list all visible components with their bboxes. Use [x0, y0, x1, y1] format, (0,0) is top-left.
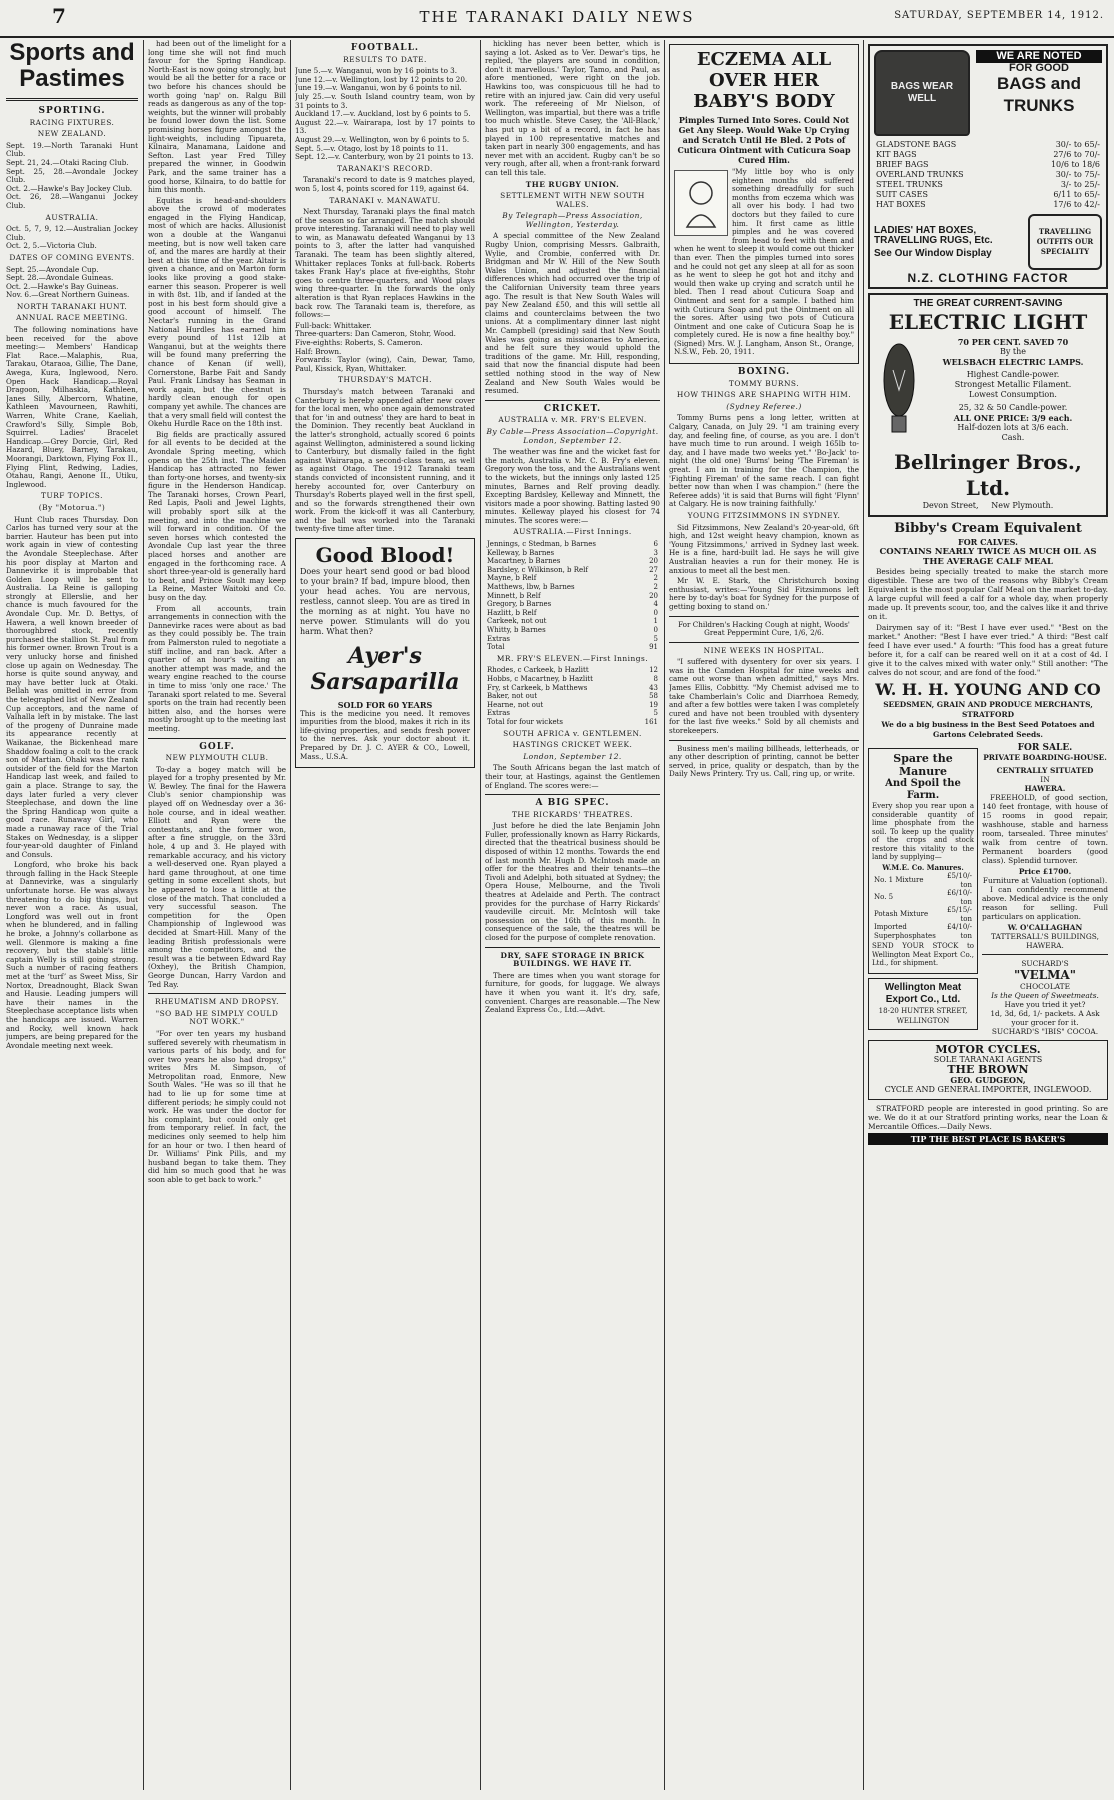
article-paragraph: To-day a bogey match will be played for a trophy presented by Mr. W. Bewley. The final for the Hawera Club's senior championship was played off on Wednesday over a 36-hole course, and in ideal weather. Elliott and Ryan were the contestants, and the former won, after a fine struggle, on the 33rd hole, 4 up and 3. He played with remarkable accuracy, and his victory a well-deserved one. Ryan played a hard game throughout, at one time getting in some excellent shots, but he appeared to lose a little at the close of the match. That concluded a very successful season. The competition for the Open Championship of Inglewood was decided at Smart-Hill. Many of the leading British professionals were among the competitors, and the result was a tie between Edward Ray (Oxhey), the British Champion, George Duncan, Harry Vardon and Ted Ray. [148, 764, 286, 989]
column-rule [664, 40, 665, 1790]
hunt-subheading: ANNUAL RACE MEETING. [16, 313, 128, 323]
rheumatism-subheading: "SO BAD HE SIMPLY COULD NOT WORK." [155, 1008, 279, 1027]
sale-location: IN [1040, 775, 1050, 784]
row-value: 20 [649, 557, 658, 566]
score-row [485, 675, 660, 684]
trunk-label: TRAVELLING OUTFITS OUR SPECIALITY [1036, 227, 1094, 256]
ad-heading: Spare the Manure [893, 752, 953, 778]
column-rule [863, 40, 864, 1790]
lamp-maker: WELSBACH ELECTRIC LAMPS. [942, 357, 1084, 367]
cricket-subheading: AUSTRALIA v. MR. FRY'S ELEVEN. [498, 415, 647, 425]
divider [485, 794, 660, 795]
row-value: 17/6 to 42/- [1053, 200, 1100, 209]
row-label: HAT BOXES [876, 200, 926, 209]
row-value: 43 [649, 683, 658, 692]
section-title: Sports and Pastimes [6, 40, 138, 101]
result-line: Auckland 17.—v. Auckland, lost by 6 points to 5. [295, 109, 471, 119]
team-line: Half: Brown. [295, 346, 342, 356]
record-heading: TARANAKI'S RECORD. [337, 163, 433, 173]
row-value: 20 [649, 591, 658, 600]
article-paragraph: Equitas is head-and-shoulders above the crowd of moderates engaged in the Flying Handicap, most of which are hacks. Allusionist won a double at the Wanganui meeting, but is now well taken care of, and the mares are hardly at their best at this time of the year. Altair is given a chance, and on Marton form looks like proving a good stake-earner this season. Properer is well in with 8st. 1lb, and if landed at the post in his best form should give a good account of himself. The Nectar's running in the Grand National Hurdles has earned him every pound of 11st 12lb at Wanganui, but at the weights there will be found many preferring the chance of Kenan (if well), Cornerstone, Barbe Fait and Sandy Paul. Frank Lindsay has Seaman in work again, but the chestnut is hardly clean enough for open company yet awhile. The chances are that a very small field will contest the Okehu Hurdle Race on the 18th inst. [148, 195, 286, 429]
ad-heading: BAGS and TRUNKS [996, 74, 1082, 115]
article-paragraph: Hunt Club races Thursday. Don Carlos has turned very sour at the barrier. Hauteur has been put into work again in view of contesting the Avondale Steeplechase. After his poor display at Marton and Dannevirke it is improbable that Golden Loop will be sent to Australia. La Reine is galloping strongly at Ellerslie, and her chance is much favoured for the Avondale Cup. Mr. D. Bettys, of Hawera, a well known breeder of thoroughbred stock, recently purchased the stallion St. Paul from his former owner. Brown Trout is a very unlucky horse and finished close up again on Wednesday. The horse is quite sound anyway, and may have better luck at Otaki. Bellah was omitted in error from the telegraphed list of New Zealand Cup acceptors, and the name of Valhalla left in by mistake. The last of the progeny of Dunraine made its appearance recently at Waikanae, the Bickenhead mare Shaddow foaling a colt to the crack son of Martian. Ohaki was the rank outsider of the field for the Marton Handicap last week, and failed to gain a place. Strange to say, the days later furled a very clever Steeplechase, and down the line the Spring Handicap won quite a good race. Runaway Girl, who made a runaway race of the Trial Stakes on Wednesday, is a slipper four-year-old daughter of Finland and Consuls. [6, 514, 138, 859]
row-value: 5 [653, 709, 658, 718]
ad-title: ECZEMA ALL OVER HER BABY'S BODY [693, 49, 835, 112]
result-line: June 19.—v. Wanganui, won by 6 points to nil. [295, 83, 462, 93]
score-row [485, 692, 660, 701]
baby-icon [681, 177, 721, 229]
dateline: London, September 12. [523, 751, 622, 761]
price-row [874, 150, 1102, 160]
score-row [485, 592, 660, 601]
rheumatism-heading: RHEUMATISM AND DROPSY. [155, 997, 279, 1007]
article-paragraph: had been out of the limelight for a long time she will not find much favour for the Spring Handicap. North-East is now going strongly, but would be all the better for a race or two before his chances should be worth going 'nap' on. Ralgu Bill reads as dangerous as any of the top-weights, but the winner will probably be found lower down the list. Some promising horses figure amongst the light-weights, including Tipuareta, Kilnaira, Manamana, Laidone and Sefton. Last year Fred Tilley prepared the winner, in Goodwin Park, and the same trainer has a good horse, Kilnaira, to do battle for him this month. [148, 40, 286, 195]
ad-body: Besides being specially treated to make the starch more digestible. These are two of the reasons why Bibby's Cream Equivalent is the most popular Calf Meal on the market to-day. A large cupful will feed a calf for a whole day, when properly made up. It prevents scour, too, and the calves like it and thrive on it. [868, 567, 1108, 621]
result-line: July 25.—v. South Island country team, won by 31 points to 3. [295, 91, 475, 110]
dealer-trade: CYCLE AND GENERAL IMPORTER, INGLEWOOD. [884, 1085, 1092, 1094]
event-line: Nov. 6.—Great Northern Guineas. [6, 290, 130, 300]
score-row [485, 643, 660, 652]
lamp-illustration [874, 335, 924, 445]
nz-clothing-advertisement [868, 44, 1108, 289]
boxing-subheading: HOW THINGS ARE SHAPING WITH HIM. [676, 390, 852, 400]
score-row [485, 566, 660, 575]
sporting-heading: SPORTING. [38, 106, 106, 116]
row-label: Fry, st Carkeek, b Matthews [487, 683, 588, 692]
ad-heading: Bibby's Cream Equivalent [894, 521, 1082, 536]
light-bulb-icon [882, 340, 916, 440]
ad-heading: FOR GOOD [1009, 62, 1069, 74]
dealer: GEO. GUDGEON, [950, 1075, 1026, 1085]
innings-heading: MR. FRY'S ELEVEN.—First Innings. [496, 653, 649, 663]
column-2 [148, 40, 286, 1790]
cough-notice: For Children's Hacking Cough at night, Woods' Great Peppermint Cure, 1/6, 2/6. [678, 619, 850, 638]
row-label: Bardsley, c Wilkinson, b Relf [487, 565, 588, 574]
young-co-name: W. H. H. YOUNG AND CO [875, 680, 1101, 699]
row-label: Matthews, lbw, b Barnes [487, 583, 575, 592]
column-3 [295, 40, 475, 1790]
fitzsimmons-heading: YOUNG FITZSIMMONS IN SYDNEY. [687, 510, 841, 520]
price-row [874, 140, 1102, 150]
boxing-heading: BOXING. [737, 367, 791, 378]
ad-claim: CONTAINS NEARLY TWICE AS MUCH OIL AS THE AVERAGE CALF MEAL [879, 547, 1097, 567]
row-value: 161 [644, 717, 658, 726]
page-number: 7 [52, 4, 66, 28]
coming-events-heading: DATES OF COMING EVENTS. [9, 252, 135, 262]
bibby-advertisement [868, 521, 1108, 740]
article-paragraph: Taranaki's record to date is 9 matches played, won 5, lost 4, points scored for 119, against 64. [295, 175, 475, 193]
price-row [872, 872, 974, 889]
price: Half-dozen lots at 3/6 each. [957, 423, 1069, 432]
row-value: 91 [649, 643, 658, 652]
ad-body: Every shop you rear upon a considerable quantity of lime phosphate from the soil. To keep up the quality of the crops and stock restore this vitality to the land by supplying— [872, 802, 974, 861]
fixture-line: Sept. 19.—North Taranaki Hunt Club. [6, 140, 138, 159]
row-value: 2 [653, 574, 658, 583]
row-value: £5/10/- ton [947, 872, 972, 889]
dateline: By Telegraph—Press Association, Wellington, Yesterday. [502, 211, 643, 229]
row-label: Total for four wickets [487, 717, 563, 726]
nz-heading: NEW ZEALAND. [37, 129, 107, 139]
price-row [872, 889, 974, 906]
team-line: Full-back: Whittaker. [295, 320, 372, 330]
score-row [485, 540, 660, 549]
team-line: Five-eighths: Roberts, S. Cameron. [295, 338, 423, 347]
price-row [874, 200, 1102, 210]
article-paragraph: Mr W. E. Stark, the Christchurch boxing enthusiast, writes:—'Young Sid Fitzsimmons left here by to-day's boat for Sydney for the purpose of getting boxing to stand on.' [669, 576, 859, 611]
cricket-heading: CRICKET. [543, 403, 602, 414]
divider [669, 642, 859, 643]
ayers-advertisement [295, 538, 475, 768]
ad-heading: MOTOR CYCLES. [935, 1043, 1041, 1056]
row-value: 3/- to 25/- [1060, 180, 1100, 189]
electric-light-advertisement [868, 293, 1108, 517]
manure-advertisement [868, 744, 978, 1036]
feature: Highest Candle-power. [966, 370, 1060, 379]
row-label: No. 5 [874, 893, 894, 902]
rugby-union-subheading: SETTLEMENT WITH NEW SOUTH WALES. [500, 191, 645, 209]
row-value: 30/- to 65/- [1055, 140, 1100, 149]
score-row [485, 617, 660, 626]
football-heading: FOOTBALL. [350, 43, 420, 53]
golf-club: NEW PLYMOUTH CLUB. [165, 753, 269, 763]
article-paragraph: Next Thursday, Taranaki plays the final match of the season so far arranged. The match should prove interesting. Taranaki will need to play well to win, as Manawatu defeated Wanganui by 13 points to 3, after the latter had vanquished Taranaki. The team has been slightly altered, Whittaker replaces Tonks at full-back. Roberts takes Frank Hay's place at five-eighths, Stohr goes to centre three-quarters, and Wood plays wing three-quarter. In the forwards the only alteration is that Ryan replaces Hawkins in the back row. The Taranaki team is, therefore, as follows:— [295, 207, 475, 320]
row-value: 12 [649, 666, 658, 675]
bellringer-name: Bellringer Bros., Ltd. [894, 450, 1082, 500]
row-value: 2 [653, 583, 658, 592]
row-label: GLADSTONE BAGS [876, 140, 957, 149]
row-label: Total [487, 643, 505, 652]
sale-contact: I can confidently recommend above. Medical advice is the only reason for selling. Full particulars on application. [982, 885, 1108, 921]
result-line: June 5.—v. Wanganui, won by 16 points to 3. [295, 66, 458, 76]
rugby-union-heading: THE RUGBY UNION. [525, 179, 620, 189]
row-value: 0 [653, 626, 658, 634]
result-line: August 22.—v. Wairarapa, lost by 17 points to 13. [295, 117, 475, 136]
fixture-line: Oct. 26, 28.—Wanganui Jockey Club. [6, 192, 138, 210]
tagline: Have you tried it yet? [1004, 1000, 1086, 1009]
ad-heading: And Spoil the Farm. [885, 778, 961, 801]
row-label: Whitty, b Barnes [487, 626, 546, 634]
row-label: Mayne, b Relf [487, 574, 537, 583]
velma-brand: "VELMA" [1014, 968, 1076, 982]
masthead [0, 0, 1114, 38]
hunt-heading: NORTH TARANAKI HUNT. [16, 301, 128, 311]
article-paragraph: hickling has never been better, which is saying a lot. Asked as to Ver. Dewar's tips, he replied, 'the players are sound in condition, don't it marvellous.' Taylor, Tamo, and Paul, as afore mentioned, were right on the job. Hawkins too, was conspicuous till he had to retire with an injured jaw. Cain did very useful work. The refereeing of Mr Nielson, of Wellington, was impartial, but there was a trifle too much whistle. Steve Casey, the 'All-Black,' has put up a bit of a record, in fact he has played in 100 representative matches and taken part in nearly 300 engagements, and has never met with an accident. Rugby can't be so very rough, after all, when a front-rank forward can tell this tale. [485, 40, 660, 177]
score-row [485, 609, 660, 618]
meat-export-name: Wellington Meat Export Co., Ltd. [884, 981, 962, 1005]
article-paragraph: "For over ten years my husband suffered severely with rheumatism in various parts of his body, and for over two years he also had dropsy," writes Mrs M. Simpson, of Metropolitan road, Enmore, New South Wales. "He was so ill that he had to lie up for some time at different periods; he simply could not work. He was under the doctor for his complaint, but could only get from temporary relief. In fact, the medicines only seemed to help him for an hour or two. I then heard of Dr. Williams' Pink Pills, and my husband began to take them. They did him so much good that he was soon able to get back to work." [148, 1028, 286, 1184]
divider [669, 740, 859, 741]
row-value: £4/10/- ton [947, 923, 972, 940]
row-label: Rhodes, c Carkeek, b Hazlitt [487, 666, 589, 675]
row-value: 6/11 to 65/- [1053, 190, 1100, 199]
row-label: OVERLAND TRUNKS [876, 170, 964, 179]
sale-price: Price £1700. [1018, 867, 1072, 876]
column-rule [290, 40, 291, 1790]
article-paragraph: The South Africans began the last match of their tour, at Hastings, against the Gentlemen of England. The scores were:— [485, 763, 660, 790]
fixture-line: Oct. 2, 5.—Victoria Club. [6, 241, 97, 251]
window-display: See Our Window Display [874, 247, 992, 259]
big-spec-subheading: THE RICKARDS' THEATRES. [512, 809, 633, 819]
agents: SOLE TARANAKI AGENTS [933, 1055, 1043, 1064]
bag-illustration [874, 50, 970, 136]
result-line: June 12.—v. Wellington, lost by 12 points to 20. [295, 74, 468, 84]
sale-furniture: Furniture at Valuation (optional). [982, 876, 1108, 885]
row-value: £6/10/- ton [947, 889, 972, 906]
ad-footer: This is the medicine you need. It removes impurities from the blood, makes it rich in its life-giving properties, and sends fresh power to the nerves. Ask your doctor about it. Prepared by Dr. J. C. AYER & CO., Lowell, Mass., U.S.A. [300, 708, 470, 761]
manure-brand: W.M.E. Co. Manures. [882, 862, 964, 872]
chocolate: CHOCOLATE [1019, 982, 1071, 991]
for-sale-advertisement [982, 744, 1108, 1036]
row-label: Carkeek, not out [487, 617, 547, 626]
article-paragraph: Thursday's match between Taranaki and Canterbury is hereby appended after new cover for the local men, who once again demonstrated that for 'in and outness' they are hard to beat in the Dominion. They recently beat Auckland in the latter's stronghold, actually scored 6 points against Wellington, administered a sound licking to Canterbury, but dismally failed in the fight against Wairarapa, a second-class team, as well as against Otago. The 1912 Taranaki team stands convicted of inconsistent running, and it hereby accounted for, over Canterbury on Thursday's Roberts played well in the first spell, and so the forwards strengthened their own work. From the kick-off it was all Canterbury, and the ball was worked into the Taranaki twenty-five time after time. [295, 386, 475, 534]
event-line: Oct. 2.—Hawke's Bay Guineas. [6, 281, 119, 291]
row-label: KIT BAGS [876, 150, 917, 159]
saving: 70 PER CENT. SAVED 70 [957, 337, 1069, 347]
row-label: Hobbs, c Macartney, b Hazlitt [487, 674, 593, 683]
racing-fixtures-heading: RACING FIXTURES. [29, 117, 115, 127]
thursday-heading: THURSDAY'S MATCH. [338, 375, 432, 385]
by-the: By the [999, 347, 1027, 356]
article-paragraph: Just before he died the late Benjamin John Fuller, professionally known as Harry Rickards, directed that the theatrical business should be disposed of within 12 months. Towards the end of last month Mr. Hugh D. McIntosh made an offer for the theatres and their tenants—the Tivoli and Adelphi, both situated at Sydney; the Opera House, Melbourne, and the Tivoli theatres at Adelaide and Perth. The contract provides for the purchase of Harry Rickards' vaudeville circuit. Mr. McIntosh will take possession on the 16th of this month. In consequence of the sale, the theatres will be closed for the purpose of complete renovation. [485, 821, 660, 942]
scorecard-fry [485, 666, 660, 726]
result-line: Sept. 12.—v. Canterbury, won by 21 points to 13. [295, 152, 474, 162]
row-label: Gregory, b Barnes [487, 600, 552, 609]
tip-banner: TIP THE BEST PLACE IS BAKER'S [868, 1133, 1108, 1145]
row-label: Hazlitt, b Relf [487, 608, 537, 617]
manawatu-heading: TARANAKI v. MANAWATU. [329, 195, 441, 205]
row-label: Extras [487, 634, 510, 643]
feature: Lowest Consumption. [969, 390, 1057, 399]
ad-subheading: FOR CALVES. [958, 537, 1018, 547]
row-label: Baker, not out [487, 692, 538, 701]
score-row [485, 635, 660, 644]
article-paragraph: There are times when you want storage for furniture, for goods, for luggage. We always have it when you want it. It's dry, safe, convenient. Charges are reasonable.—The New Zealand Express Co., Ltd.—Advt. [485, 970, 660, 1015]
row-label: SUIT CASES [876, 190, 928, 199]
ad-subtitle: Pimples Turned Into Sores. Could Not Get Any Sleep. Would Wake Up Crying and Scratch Until He Bled. 2 Pots of Cuticura Ointment with Cuticura Soap Cured Him. [677, 115, 851, 165]
row-value: 19 [649, 700, 658, 709]
price-row [872, 923, 974, 940]
boxing-subheading: TOMMY BURNS. [728, 378, 800, 388]
ladies-hat-boxes: LADIES' HAT BOXES, TRAVELLING RUGS, Etc. [874, 224, 993, 246]
printing-notice: STRATFORD people are interested in good printing. So are we. We do it at our Stratford printing works, near the Loan & Mercantile Offices.—Daily News. [868, 1104, 1108, 1131]
newspaper-title: THE TARANAKI DAILY NEWS [419, 8, 695, 26]
column-rule [143, 40, 144, 1790]
article-paragraph: A special committee of the New Zealand Rugby Union, comprising Messrs. Galbraith, Wylie, and Crombie, conferred with Dr. Bridgman and Mr W. Hill of the New South Wales Union, and adjusted the financial differences which had occurred over the trip of the Californian University team three years ago. The result is that New South Wales will pay New Zealand £50, and this will settle all claims and counterclaims between the two unions. At a complimentary dinner last night Mr. Campbell (presiding) said that New South Wales was going as missionaries to America, and he felt sure they would uphold the traditions of the game. Mr. Hill, responding, said that now the financial dispute had been settled nothing stood in the way of New Zealand and New South Wales would be resumed. [485, 231, 660, 396]
turf-heading: TURF TOPICS. [41, 491, 103, 501]
column-6 [868, 40, 1108, 1790]
score-row [485, 701, 660, 710]
column-1 [6, 40, 138, 1790]
score-row [485, 666, 660, 675]
scorecard-australia [485, 540, 660, 652]
bag-label: BAGS WEAR WELL [890, 81, 954, 104]
score-row [485, 709, 660, 718]
sale-subheading: PRIVATE BOARDING-HOUSE. [983, 753, 1107, 762]
ad-heading: WE ARE NOTED [976, 50, 1102, 63]
tagline: Is the Queen of Sweetmeats. [991, 991, 1099, 1000]
brand: THE BROWN [947, 1063, 1029, 1076]
score-row [485, 549, 660, 558]
ad-body: Does your heart send good or bad blood to your brain? If bad, impure blood, then your head aches. You are nervous, restless, cannot sleep. You are as tired in the morning as at night. You have no nerve power. Stimulants will do you harm. What then? [300, 567, 470, 637]
hastings-heading: HASTINGS CRICKET WEEK. [512, 740, 633, 750]
divider [148, 993, 286, 994]
ad-heading: ELECTRIC LIGHT [888, 310, 1088, 334]
golf-heading: GOLF. [199, 741, 235, 752]
article-paragraph: The weather was fine and the wicket fast for the match, Australia v. Mr. C. B. Fry's eleven. Gregory won the toss, and the Australians went to the wickets, but the innings only lasted 125 minutes, Barnes and Relf proving deadly. Excepting Bardsley, Kelleway and Minnett, the visitors made a poor showing. Batting lasted 90 minutes. Kelleway played his closest for 74 minutes. The scores were:— [485, 447, 660, 525]
row-value: 10/6 to 18/6 [1050, 160, 1100, 169]
cash: Cash. [1001, 433, 1025, 442]
price-row [874, 190, 1102, 200]
hospital-heading: NINE WEEKS IN HOSPITAL. [703, 645, 825, 655]
row-value: 3 [653, 548, 658, 557]
fixture-line: Sept. 21, 24.—Otaki Racing Club. [6, 157, 129, 167]
price-list [874, 140, 1102, 210]
result-line: August 29.—v. Wellington, won by 6 points to 5. [295, 134, 470, 144]
article-paragraph: "I suffered with dysentery for over six years. I was in the Camden Hospital for nine weeks and came out worse than when admitted," says Mrs. James Ellis, Cobbitty. "My Chemist advised me to take Chamberlain's Colic and Diarrhoea Remedy, and after a few bottles were taken I was completely cured and have not been troubled with dysentery for the last five weeks." Sold by all chemists and storekeepers. [669, 657, 859, 736]
ad-heading: THE GREAT CURRENT-SAVING [913, 298, 1063, 309]
suchard: SUCHARD'S [1021, 959, 1069, 968]
aus-heading: AUSTRALIA. [45, 212, 99, 222]
innings-heading: AUSTRALIA.—First Innings. [513, 527, 632, 537]
article-paragraph: From all accounts, train arrangements in connection with the Dannevirke races were about as bad as they could possibly be. The train from Palmerston ruled to negotiate a stiff incline, and ran back. After a quarter of an hour's waiting an another attempt was made, and the weary engine reached to the course in time to miss 'only one race.' The Taranaki sport related to me. Several sports on the train had recently been bitten also, and the horses were mostly brought up to the meeting last meeting. [148, 603, 286, 733]
article-paragraph: Tommy Burns pens a long letter, written at Calgary, Canada, on July 29. "I am training every day, and feeling fine, of course, as you are. I don't have much time to run around. I weigh 165lb to-day, and I have made two weeks yet." 'Bo-Jack' to-night (the old one) 'Burns' being 'The Fireman' is great. I am in training for the Champion, the 'Fighting Fireman' of the same reach. I can fight better now than when I was champion." (here the Referee adds) 'it is said that Burns will fight 'Flynn' at Calgary. He is now training faithfully.' [669, 413, 859, 509]
sale-heading: FOR SALE. [1017, 743, 1073, 753]
row-label: Imported Superphosphates [874, 923, 936, 940]
results-heading: RESULTS TO DATE. [343, 54, 427, 64]
source: (Sydney Referee.) [726, 401, 802, 411]
row-value: 8 [653, 674, 658, 683]
row-value: 6 [653, 540, 658, 549]
row-label: No. 1 Mixture [874, 876, 924, 885]
cuticura-advertisement [669, 44, 859, 364]
row-label: Potash Mixture [874, 910, 929, 919]
row-value: 0 [653, 608, 658, 617]
baby-portrait [674, 170, 728, 236]
row-value: 30/- to 75/- [1055, 170, 1100, 179]
trunk-illustration [1028, 214, 1102, 270]
ad-sold: SOLD FOR 60 YEARS [337, 700, 433, 711]
event-line: Sept. 28.—Avondale Guineas. [6, 273, 114, 283]
article-paragraph: Business men's mailing billheads, letterheads, or any other description of printing, cannot be better served, in price, quality or despatch, than by the Daily News Printery. Try us. Call, ring up, or write. [669, 743, 859, 779]
ad-body: "My little boy who is only eighteen months old suffered something dreadfully for such months from eczema which was all over his body. I had two doctors but they failed to cure him. It first came as little pimples and he was covered from head to feet with them and when he went to sleep it would come out thicker than ever. Then the pimples turned into sores and he could not get any sleep at all for as soon as he went to sleep he got hot and itchy and would then wake up crying and scratch until he bled. Then I read about Cuticura Soap and Ointment and sent for a sample. I bathed him with Cuticura Soap and put the Ointment on all the sores. After using two pots of Cuticura Ointment and one cake of Cuticura Soap he is completely cured. He is now a fine healthy boy." (Signed) Mrs. W. J. Langham, Anson St., Orange, N.S.W., Feb. 20, 1911. [674, 167, 854, 357]
ad-quotes: Dairymen say of it: "Best I have ever used." "Best on the market." Another: "Best I have ever tried." A third: "Best calf feed I have ever used." A fourth: "This food has a great future before it, for a calf can be reared well on it at a cost of 4d. I give it to the calves mixed with water only." Still another: "The calves do not scour, and are fond of the food." [868, 623, 1108, 677]
score-row [485, 684, 660, 693]
storage-heading: DRY, SAFE STORAGE IN BRICK BUILDINGS. WE HAVE IT. [500, 950, 645, 969]
young-co-trade: SEEDSMEN, GRAIN AND PRODUCE MERCHANTS, STRATFORD [883, 700, 1093, 719]
ad-brand: Ayer's Sarsaparilla [310, 643, 460, 696]
price-row [872, 906, 974, 923]
divider [485, 400, 660, 401]
price-row [874, 180, 1102, 190]
row-value: 5 [653, 634, 658, 643]
divider [669, 616, 859, 617]
event-line: Sept. 25.—Avondale Cup. [6, 264, 99, 274]
score-row [485, 718, 660, 727]
team-line: Forwards: Taylor (wing), Cain, Dewar, Tamo, Paul, Kissick, Ryan, Whittaker. [295, 355, 475, 373]
bellringer-address: Devon Street, New Plymouth. [922, 501, 1054, 510]
row-label: Extras [487, 709, 510, 718]
row-value: 27 [649, 565, 658, 574]
feature: Strongest Metallic Filament. [954, 380, 1072, 389]
clothing-factory-name: N.Z. CLOTHING FACTOR [907, 271, 1069, 285]
row-label: STEEL TRUNKS [876, 180, 943, 189]
score-row [485, 600, 660, 609]
fixture-line: Oct. 5, 7, 9, 12.—Australian Jockey Club. [6, 224, 138, 242]
team-line: Three-quarters: Dan Cameron, Stohr, Wood. [295, 329, 456, 339]
result-line: Sept. 5.—v. Otago, lost by 18 points to 11. [295, 143, 449, 153]
score-row [485, 574, 660, 583]
divider [485, 947, 660, 948]
column-4 [485, 40, 660, 1790]
article-paragraph: The following nominations have been received for the above meeting:— Members' Handicap Flat Race.—Malaphis, Rua, Tarakau, Otaraoa, Gillie, The Dane, Awega, Kura, Inglewood, Nero. Open Hack Handicap.—Royal Dragoon, Milhaskia, Kathleen, Janes Silly, Albercorn, Whatine, Kathleen Mavourneen, Rawhiti, Warren, White Crane, Kaeliah, Crawford's Silly, Simple Bob, Squirrel. Ladies' Bracelet Handicap.—Grey Dorcie, Girl, Red Hazard, Bluey, Barney, Tarakau, Moorangi, Darktown, Flying Fox II., Flying Flint, Redwing, Ladies, Otahau, Rangi, Aenone II., Utiku, Inglewood. [6, 325, 138, 489]
article-paragraph: Big fields are practically assured for all events to be decided at the Avondale Spring meeting, which opens on the 25th inst. The Maiden Handicap has attracted no fewer than forty-one horses, and twenty-six figure in the Henderson Handicap. The Taranaki horses, Crown Pearl, Red Lapis, Paoli and Jewel Lights, will probably sport silk at the meeting, and into the machine we will forward in condition. Of the seven horses which contested the Avondale Cup last year the three placed horses and another are engaged in the forthcoming race. A short three-year-old is generally hard to beat, and Prince Soult may keep La Reine, Master Waitoki and Co. busy on the day. [148, 429, 286, 602]
row-label: BRIEF BAGS [876, 160, 929, 169]
score-row [485, 557, 660, 566]
fixture-line: Sept. 25, 28.—Avondale Jockey Club. [6, 166, 138, 185]
sale-location: HAWERA. [1024, 784, 1066, 793]
issue-date: SATURDAY, SEPTEMBER 14, 1912. [894, 10, 1104, 21]
row-label: Macartney, b Barnes [487, 557, 561, 566]
candle-power: 25, 32 & 50 Candle-power. [958, 403, 1068, 412]
row-value: £5/15/- ton [947, 906, 972, 923]
row-label: Jennings, c Stedman, b Barnes [487, 540, 596, 549]
manure-prices [872, 872, 974, 940]
ad-title: Good Blood! [315, 543, 455, 568]
turf-byline: (By "Motorua.") [38, 502, 106, 512]
row-label: Hearne, not out [487, 700, 544, 709]
packets: 1d, 3d, 6d, 1/- packets. A Ask your grocer for it. [990, 1009, 1100, 1027]
row-label: Kelleway, b Barnes [487, 548, 555, 557]
young-co-claim: We do a big business in the Best Seed Potatoes and Gartons Celebrated Seeds. [881, 720, 1095, 739]
fixture-line: Oct. 2.—Hawke's Bay Jockey Club. [6, 183, 133, 193]
column-5 [669, 40, 859, 1790]
price-row [874, 170, 1102, 180]
sale-location: CENTRALLY SITUATED [996, 766, 1094, 775]
sa-heading: SOUTH AFRICA v. GENTLEMEN. [503, 728, 642, 738]
row-label: Minnett, b Relf [487, 591, 541, 600]
article-paragraph: Longford, who broke his back through falling in the Hack Steeple at Dannevirke, was a singularly unfortunate horse. He was always threatening to do big things, but never won a race. As usual, Longford was well out in front when he blundered, and in falling he broke, a Johnny's collarbone as well. Glenmore is making a fine recovery, but the stable's little captain Welly is still going strong. Such a number of racing feathers met at the ‘turf’ as Sweet Miss, Sir Nortox, Dreadnought, Black Swan and Hausie. Leading jumpers will have their names in the Steeplechase acceptance lists when the handicaps are issued. Warren and Rocky, well known hack jumpers, are being prepared for the Avondale meeting next week. [6, 860, 138, 1050]
divider [982, 954, 1108, 955]
sale-body: FREEHOLD, of good section, 140 feet frontage, with house of 15 rooms in good repair, washhouse, stable and harness room, tarsealed. Three minutes' walk from centre of town. Permanent boarders (good class). Splendid turnover. [982, 793, 1108, 865]
meat-export-address: 18-20 HUNTER STREET, WELLINGTON [878, 1006, 968, 1025]
divider [148, 738, 286, 739]
row-value: 1 [653, 617, 658, 626]
row-value: 58 [649, 692, 658, 701]
price-row [874, 160, 1102, 170]
score-row [485, 583, 660, 592]
column-rule [480, 40, 481, 1790]
motor-cycles-advertisement [868, 1040, 1108, 1100]
score-row [485, 626, 660, 635]
row-value: 4 [653, 600, 658, 609]
price: ALL ONE PRICE: 3/9 each. [953, 413, 1073, 423]
sale-agent-address: TATTERSALL'S BUILDINGS, HAWERA. [991, 932, 1099, 950]
big-spec-heading: A BIG SPEC. [535, 798, 610, 809]
row-value: 27/6 to 70/- [1053, 150, 1100, 159]
dateline: By Cable—Press Association—Copyright. London, September 12. [486, 426, 659, 445]
send-stock: SEND YOUR STOCK to Wellington Meat Export Co., Ltd., for shipment. [872, 942, 974, 967]
article-paragraph: Sid Fitzsimmons, New Zealand's 20-year-old, 6ft high, and 12st weight heavy champion, known as 'Young Fitzsimmons,' arrived in Sydney last week. He is a fine, hard-built lad. He says he will give Australian heavies a run for their money. He is anxious to meet all the best men. [669, 522, 859, 575]
sale-agent: W. O'CALLAGHAN [1007, 923, 1083, 932]
ibis-cocoa: SUCHARD'S "IBIS" COCOA. [991, 1027, 1099, 1036]
